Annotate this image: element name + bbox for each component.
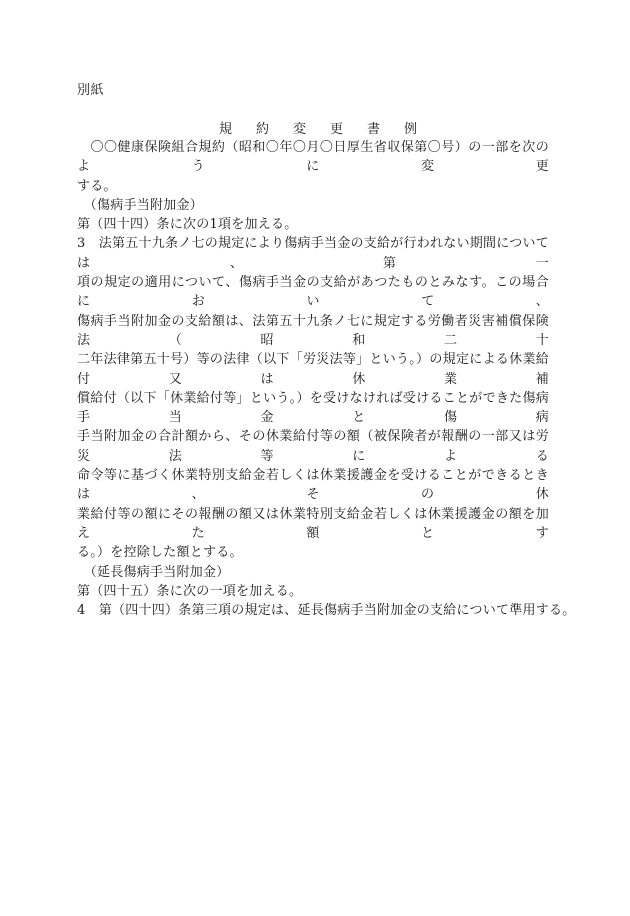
text-line: 傷病手当附加金の支給額は、法第五十九条ノ七に規定する労働者災害補償保険法（昭和二十 <box>77 313 549 348</box>
document-title: 規約変更書例 <box>219 122 442 137</box>
text-line: 第（四十四）条に次の1項を加える。 <box>77 217 298 233</box>
text-line: 業給付等の額にその報酬の額又は休業特別支給金若しくは休業援護金の額を加えた額とす <box>77 506 549 541</box>
text-line: 4 第（四十四）条第三項の規定は、延長傷病手当附加金の支給について準用する。 <box>77 603 576 619</box>
text-line: 第（四十五）条に次の一項を加える。 <box>77 583 303 599</box>
text-line: 〇〇健康保険組合規約（昭和〇年〇月〇日厚生省収保第〇号）の一部を次のように変更 <box>77 140 549 175</box>
attachment-label: 別紙 <box>77 83 105 98</box>
text-line: 命令等に基づく休業特別支給金若しくは休業援護金を受けることができるときは、その休 <box>77 468 549 503</box>
text-line: 手当附加金の合計額から、その休業給付等の額（被保険者が報酬の一部又は労災法等による <box>77 429 549 464</box>
text-line: 二年法律第五十号）等の法律（以下「労災法等」という。）の規定による休業給付又は休業補 <box>77 352 549 387</box>
text-line: 3 法第五十九条ノ七の規定により傷病手当金の支給が行われない期間については、第一 <box>77 236 550 271</box>
text-line: （傷病手当附加金） <box>77 197 204 213</box>
text-line: （延長傷病手当附加金） <box>77 564 230 580</box>
text-line: る。）を控除した額とする。 <box>77 545 243 561</box>
text-line: する。 <box>77 178 117 194</box>
text-line: 項の規定の適用について、傷病手当金の支給があつたものとみなす。この場合において、 <box>77 275 549 310</box>
text-line: 償給付（以下「休業給付等」という。）を受けなければ受けることができた傷病手当金と傷病 <box>77 390 549 426</box>
document-body <box>77 138 576 620</box>
